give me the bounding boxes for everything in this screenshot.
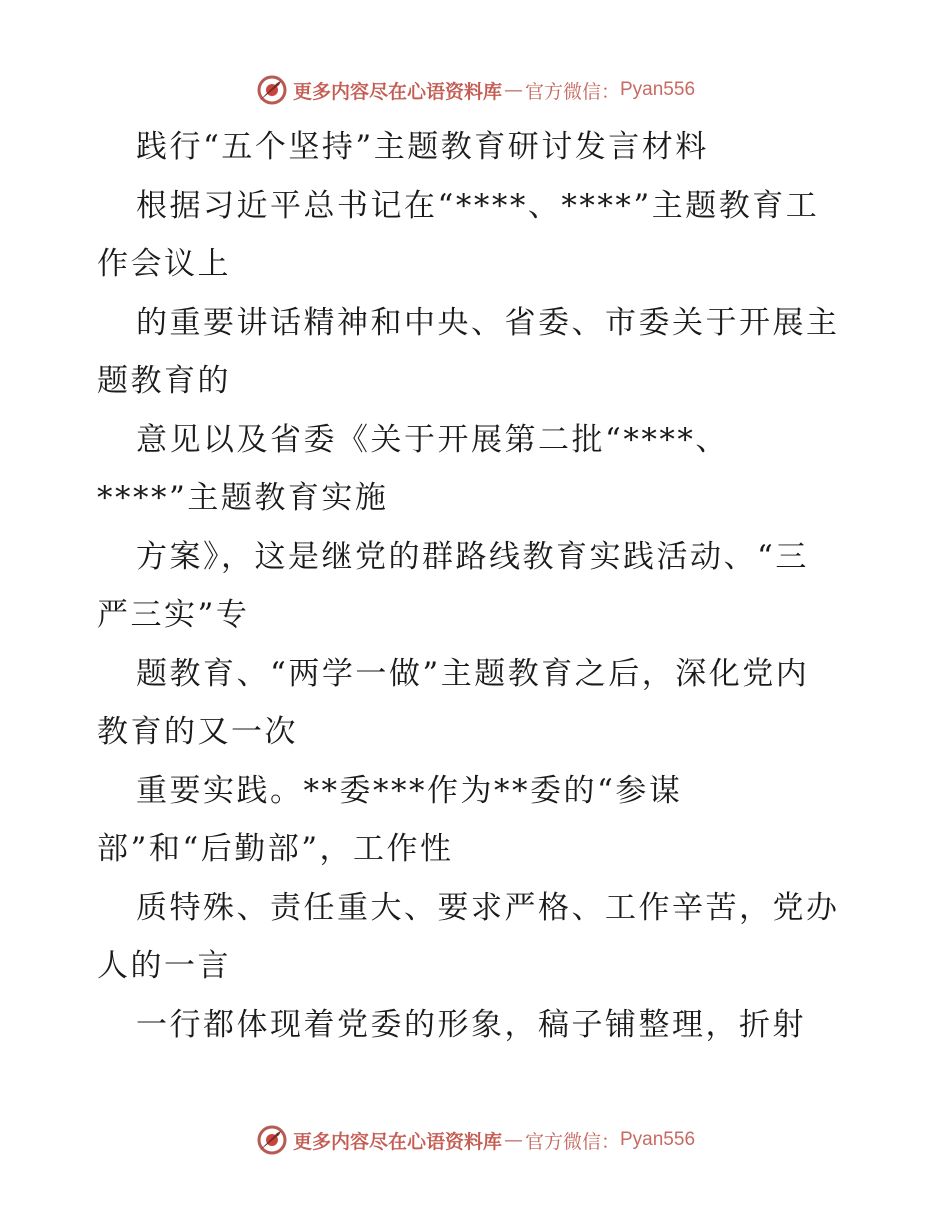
- text-line: 人的一言: [97, 948, 231, 984]
- text-line: 题教育、“两学一做”主题教育之后，深化党内: [136, 656, 810, 692]
- logo-icon: [255, 1123, 289, 1157]
- footer-watermark: [0, 1120, 950, 1160]
- watermark-text: 更多内容尽在心语资料库: [292, 80, 502, 103]
- watermark-id: Pyan556: [620, 79, 696, 100]
- watermark-dash: —: [503, 79, 523, 101]
- text-line: 一行都体现着党委的形象，稿子铺整理，折射: [136, 1007, 806, 1043]
- text-line: 根据习近平总书记在“****、****”主题教育工: [136, 188, 820, 224]
- text-line: 作会议上: [97, 246, 231, 282]
- watermark-suffix: 官方微信：: [524, 1130, 620, 1153]
- text-line: 的重要讲话精神和中央、省委、市委关于开展主: [136, 305, 840, 341]
- text-line: 质特殊、责任重大、要求严格、工作辛苦，党办: [136, 890, 840, 926]
- text-line: 重要实践。**委***作为**委的“参谋: [136, 773, 683, 809]
- text-line: 严三实”专: [97, 597, 250, 633]
- text-line: 部”和“后勤部”，工作性: [97, 831, 454, 867]
- text-line: 教育的又一次: [97, 714, 298, 750]
- watermark-dash: —: [503, 1129, 523, 1151]
- text-line: 意见以及省委《关于开展第二批“****、: [136, 422, 729, 458]
- text-line: ****”主题教育实施: [97, 480, 389, 516]
- text-line: 题教育的: [97, 363, 231, 399]
- text-line: 方案》，这是继党的群路线教育实践活动、“三: [136, 539, 809, 575]
- watermark-id: Pyan556: [620, 1129, 696, 1150]
- watermark-text: 更多内容尽在心语资料库: [292, 1130, 502, 1153]
- watermark-suffix: 官方微信：: [524, 80, 620, 103]
- document-title: 践行“五个坚持”主题教育研讨发言材料: [136, 129, 709, 165]
